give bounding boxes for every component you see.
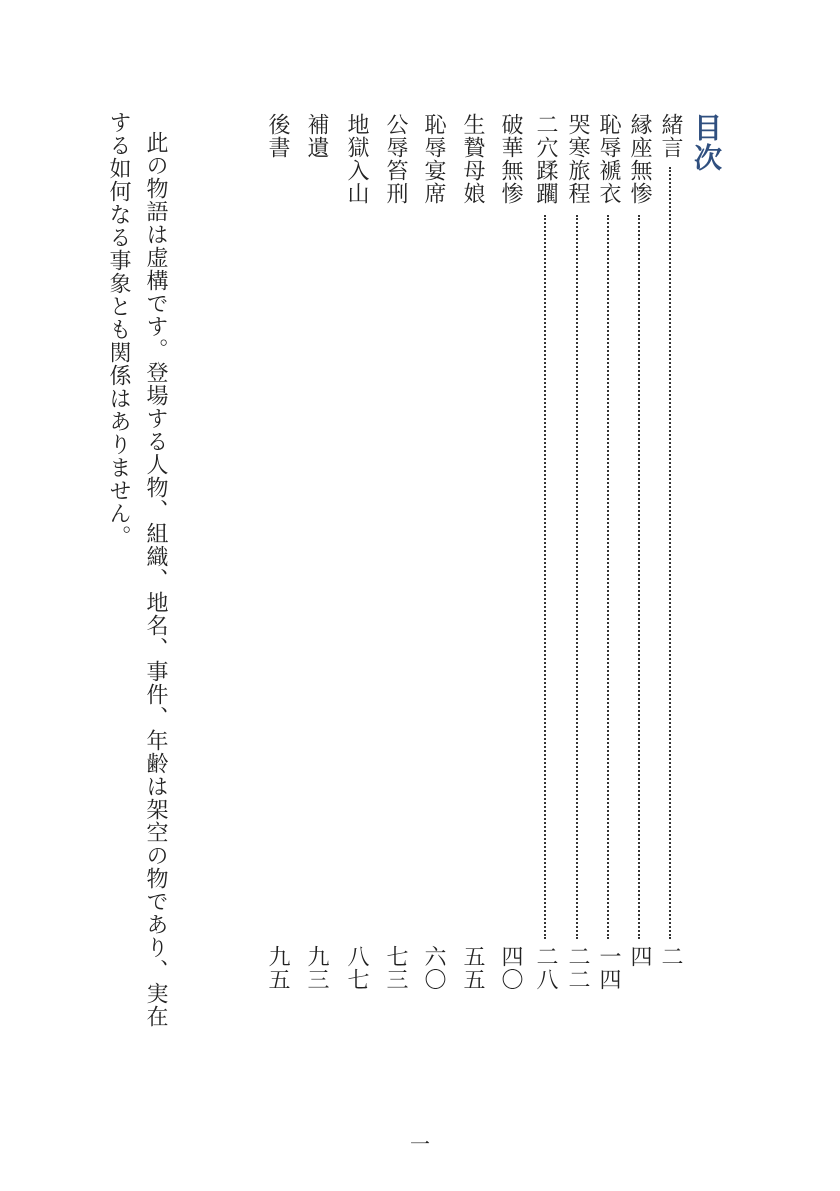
toc-entry: [565, 113, 589, 993]
toc-entry-title: 生贄母娘: [460, 113, 485, 205]
toc-entry-title: 破華無惨: [498, 113, 523, 205]
toc-entry: [383, 113, 407, 993]
page-number: 一: [410, 1132, 430, 1156]
toc-leader-dots: [607, 215, 609, 939]
toc-entry: [596, 113, 620, 993]
toc-entry-page: 二: [658, 945, 683, 968]
toc-entry: [304, 113, 328, 993]
toc-leader-dots: [669, 167, 671, 939]
toc-entry-title: 地獄入山: [344, 113, 369, 205]
toc-entry-page: 一四: [596, 945, 621, 991]
toc-leader-dots: [576, 215, 578, 939]
toc-entry-title: 二穴蹂躙: [533, 113, 558, 205]
toc-leader-dots: [544, 215, 546, 939]
toc-entry-page: 二二: [565, 945, 590, 991]
toc-entry-title: 緒言: [658, 113, 683, 159]
toc-entry-page: 九三: [304, 945, 329, 991]
toc-entry-title: 恥辱宴席: [421, 113, 446, 205]
toc-entry: [498, 113, 522, 993]
toc-entry: [460, 113, 484, 993]
disclaimer-line-1: 此の物語は虚構です。登場する人物、組織、地名、事件、年齢は架空の物であり、実在: [143, 131, 168, 1028]
toc-leader-dots: [638, 215, 640, 939]
toc-entry-page: 六〇: [421, 945, 446, 991]
toc-title: 目次: [690, 113, 723, 173]
toc-entry: [533, 113, 557, 993]
toc-entry-title: 公辱笞刑: [383, 113, 408, 205]
toc-entry-page: 四〇: [498, 945, 523, 991]
toc-entry-page: 九五: [265, 945, 290, 991]
toc-entry: [658, 113, 682, 993]
toc-entry-title: 哭寒旅程: [565, 113, 590, 205]
toc-entry-page: 四: [627, 945, 652, 968]
disclaimer-line-2: する如何なる事象とも関係はありません。: [106, 111, 131, 548]
toc-entry-title: 縁座無惨: [627, 113, 652, 205]
toc-entry-title: 恥辱褫衣: [596, 113, 621, 205]
toc-entry: [344, 113, 368, 993]
toc-entry-page: 二八: [533, 945, 558, 991]
toc-entry: [265, 113, 289, 993]
toc-entry-page: 八七: [344, 945, 369, 991]
toc-entry-title: 補遺: [304, 113, 329, 159]
toc-entry: [421, 113, 445, 993]
toc-entry-page: 五五: [460, 945, 485, 991]
toc-entry-title: 後書: [265, 113, 290, 159]
toc-entry-page: 七三: [383, 945, 408, 991]
toc-entry: [627, 113, 651, 993]
